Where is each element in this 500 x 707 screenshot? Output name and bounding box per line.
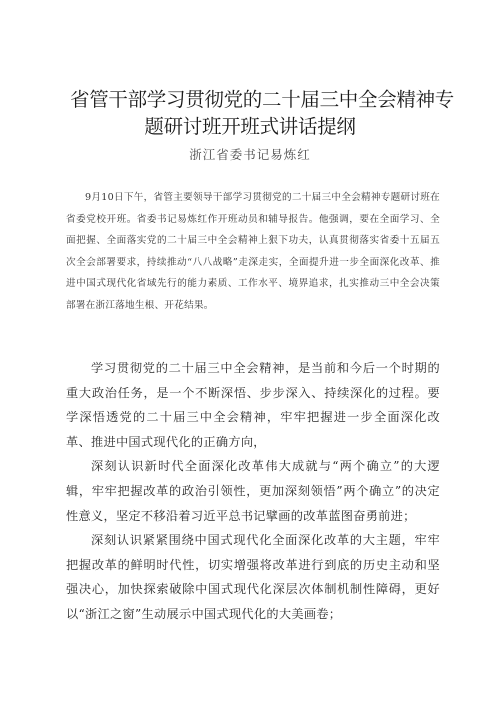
summary-paragraph: 9月10日下午，省管主要领导干部学习贯彻党的二十届三中全会精神专题研讨班在省委党校开班。省委书记易炼红作开班动员和辅导报告。他强调，要在全面学习、全面把握、全面落实党的二十届三中全会精神上狠下功夫，认真贯彻落实省委十五届五次全会部署要求，持续推动“八八战略”走深走实，全面提升进一步全面深化改革、推进中国式现代化省域先行的能力素质、工作水平、境界追求，扎实推动三中全会决策部署在浙江落地生根、开花结果。 <box>66 192 440 311</box>
document-title <box>70 86 455 140</box>
body-paragraph: 深刻认识新时代全面深化改革伟大成就与“两个确立”的大逻辑，牢牢把握改革的政治引领性，更加深刻领悟”两个确立”的决定性意义，坚定不移沿着习近平总书记擘画的改革蓝图奋勇前进； <box>66 459 440 523</box>
title-line-1: 省管干部学习贯彻党的二十届三中全会精神专 <box>70 88 455 111</box>
document-body <box>66 356 440 627</box>
document-subtitle: 浙江省委书记易炼红 <box>189 147 311 162</box>
title-line-2: 题研讨班开班式讲话提纲 <box>144 115 356 138</box>
body-paragraph: 学习贯彻党的二十届三中全会精神，是当前和今后一个时期的重大政治任务，是一个不断深悟、步步深入、持续深化的过程。要学深悟透党的二十届三中全会精神，牢牢把握进一步全面深化改革、推进中国式现代化的正确方向， <box>66 361 440 449</box>
body-paragraph: 深刻认识紧紧围绕中国式现代化全面深化改革的大主题，牢牢把握改革的鲜明时代性，切实增强将改革进行到底的历史主动和坚强决心，加快探索破除中国式现代化深层次体制机制性障碍，更好以“浙江之窗”生动展示中国式现代化的大美画卷； <box>66 533 440 621</box>
